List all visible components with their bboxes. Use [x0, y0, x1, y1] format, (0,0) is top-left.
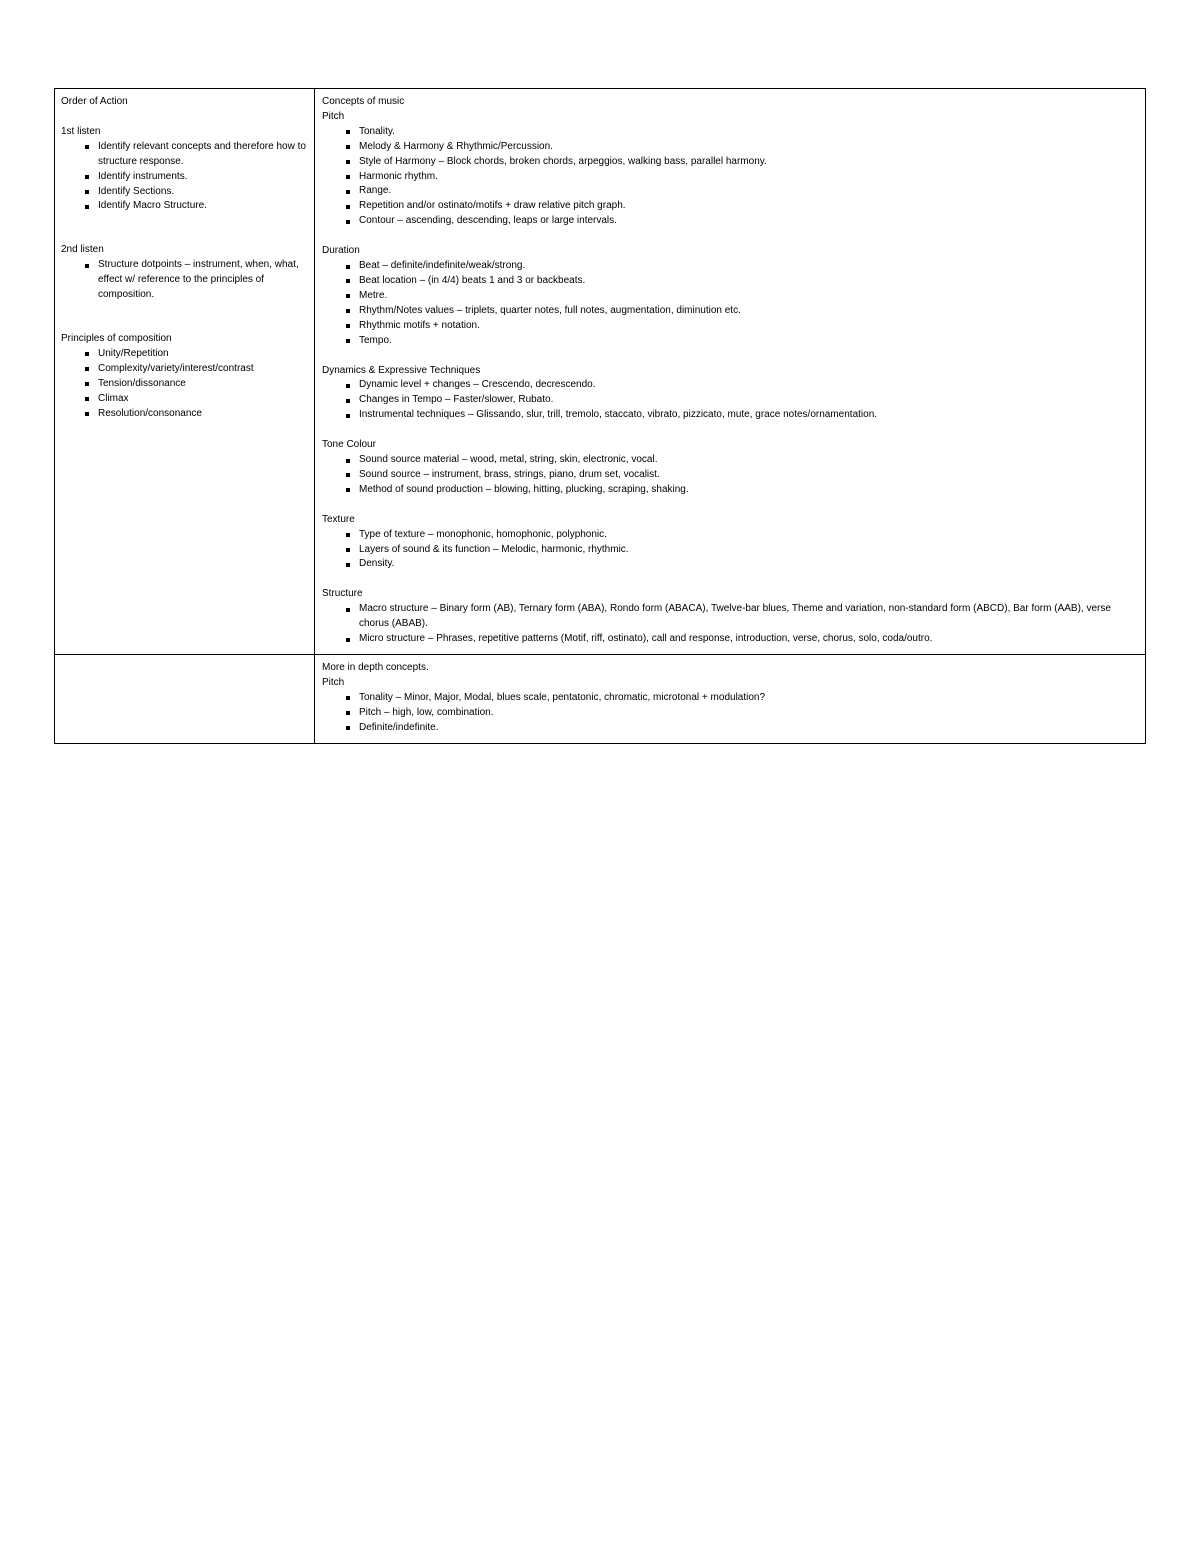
- list-item: Pitch – high, low, combination.: [359, 706, 1131, 721]
- row2-pitch-list: [322, 691, 1131, 736]
- dynamics-heading: Dynamics & Expressive Techniques: [322, 364, 481, 376]
- empty-left-cell: [55, 655, 315, 744]
- concepts-of-music-cell: [315, 89, 1146, 655]
- list-item: Macro structure – Binary form (AB), Ternary form (ABA), Rondo form (ABACA), Twelve-bar blues, Theme and variation, non-standard form (ABCD), Bar form (AAB), verse chorus (ABAB).: [359, 602, 1131, 632]
- list-item: Tonality.: [359, 125, 1131, 140]
- table-row: [55, 89, 1146, 655]
- list-item: Definite/indefinite.: [359, 721, 1131, 736]
- list-item: Tension/dissonance: [98, 377, 308, 392]
- list-item: Identify Macro Structure.: [98, 199, 308, 214]
- duration-list: [322, 259, 1131, 348]
- order-of-action-title: Order of Action: [61, 96, 128, 107]
- list-item: Sound source material – wood, metal, string, skin, electronic, vocal.: [359, 453, 1131, 468]
- table-row: [55, 655, 1146, 744]
- list-item: Identify Sections.: [98, 185, 308, 200]
- list-item: Unity/Repetition: [98, 347, 308, 362]
- list-item: Tonality – Minor, Major, Modal, blues scale, pentatonic, chromatic, microtonal + modulation?: [359, 691, 1131, 706]
- concepts-title: Concepts of music: [322, 96, 405, 107]
- first-listen-list: [61, 140, 308, 215]
- list-item: Beat – definite/indefinite/weak/strong.: [359, 259, 1131, 274]
- structure-list: [322, 602, 1131, 647]
- list-item: Type of texture – monophonic, homophonic, polyphonic.: [359, 528, 1131, 543]
- list-item: Tempo.: [359, 334, 1131, 349]
- more-in-depth-cell: [315, 655, 1146, 744]
- document-table: [54, 88, 1146, 744]
- second-listen-heading: 2nd listen: [61, 244, 104, 256]
- list-item: Density.: [359, 557, 1131, 572]
- list-item: Identify relevant concepts and therefore how to structure response.: [98, 140, 308, 170]
- list-item: Metre.: [359, 289, 1131, 304]
- list-item: Complexity/variety/interest/contrast: [98, 362, 308, 377]
- principles-heading: Principles of composition: [61, 332, 172, 344]
- structure-heading: Structure: [322, 588, 363, 600]
- list-item: Rhythm/Notes values – triplets, quarter notes, full notes, augmentation, diminution etc.: [359, 304, 1131, 319]
- row2-pitch-heading: Pitch: [322, 676, 345, 688]
- list-item: Sound source – instrument, brass, strings, piano, drum set, vocalist.: [359, 468, 1131, 483]
- second-listen-list: [61, 258, 308, 303]
- list-item: Rhythmic motifs + notation.: [359, 319, 1131, 334]
- list-item: Melody & Harmony & Rhythmic/Percussion.: [359, 140, 1131, 155]
- pitch-heading: Pitch: [322, 110, 345, 122]
- more-in-depth-title: More in depth concepts.: [322, 662, 429, 673]
- list-item: Beat location – (in 4/4) beats 1 and 3 or backbeats.: [359, 274, 1131, 289]
- tone-colour-heading: Tone Colour: [322, 439, 376, 451]
- duration-heading: Duration: [322, 245, 360, 257]
- principles-list: [61, 347, 308, 422]
- list-item: Climax: [98, 392, 308, 407]
- list-item: Changes in Tempo – Faster/slower, Rubato.: [359, 393, 1131, 408]
- list-item: Contour – ascending, descending, leaps or large intervals.: [359, 214, 1131, 229]
- list-item: Style of Harmony – Block chords, broken chords, arpeggios, walking bass, parallel harmony.: [359, 155, 1131, 170]
- list-item: Method of sound production – blowing, hitting, plucking, scraping, shaking.: [359, 483, 1131, 498]
- list-item: Layers of sound & its function – Melodic, harmonic, rhythmic.: [359, 543, 1131, 558]
- list-item: Identify instruments.: [98, 170, 308, 185]
- dynamics-list: [322, 378, 1131, 423]
- first-listen-heading: 1st listen: [61, 125, 101, 137]
- texture-heading: Texture: [322, 513, 355, 525]
- list-item: Harmonic rhythm.: [359, 170, 1131, 185]
- list-item: Repetition and/or ostinato/motifs + draw relative pitch graph.: [359, 199, 1131, 214]
- order-of-action-cell: [55, 89, 315, 655]
- list-item: Micro structure – Phrases, repetitive patterns (Motif, riff, ostinato), call and response, introduction, verse, chorus, solo, coda/outro.: [359, 632, 1131, 647]
- list-item: Range.: [359, 184, 1131, 199]
- pitch-list: [322, 125, 1131, 229]
- tone-colour-list: [322, 453, 1131, 498]
- list-item: Instrumental techniques – Glissando, slur, trill, tremolo, staccato, vibrato, pizzicato, mute, grace notes/ornamentation.: [359, 408, 1131, 423]
- list-item: Structure dotpoints – instrument, when, what, effect w/ reference to the principles of composition.: [98, 258, 308, 303]
- list-item: Resolution/consonance: [98, 407, 308, 422]
- texture-list: [322, 528, 1131, 573]
- list-item: Dynamic level + changes – Crescendo, decrescendo.: [359, 378, 1131, 393]
